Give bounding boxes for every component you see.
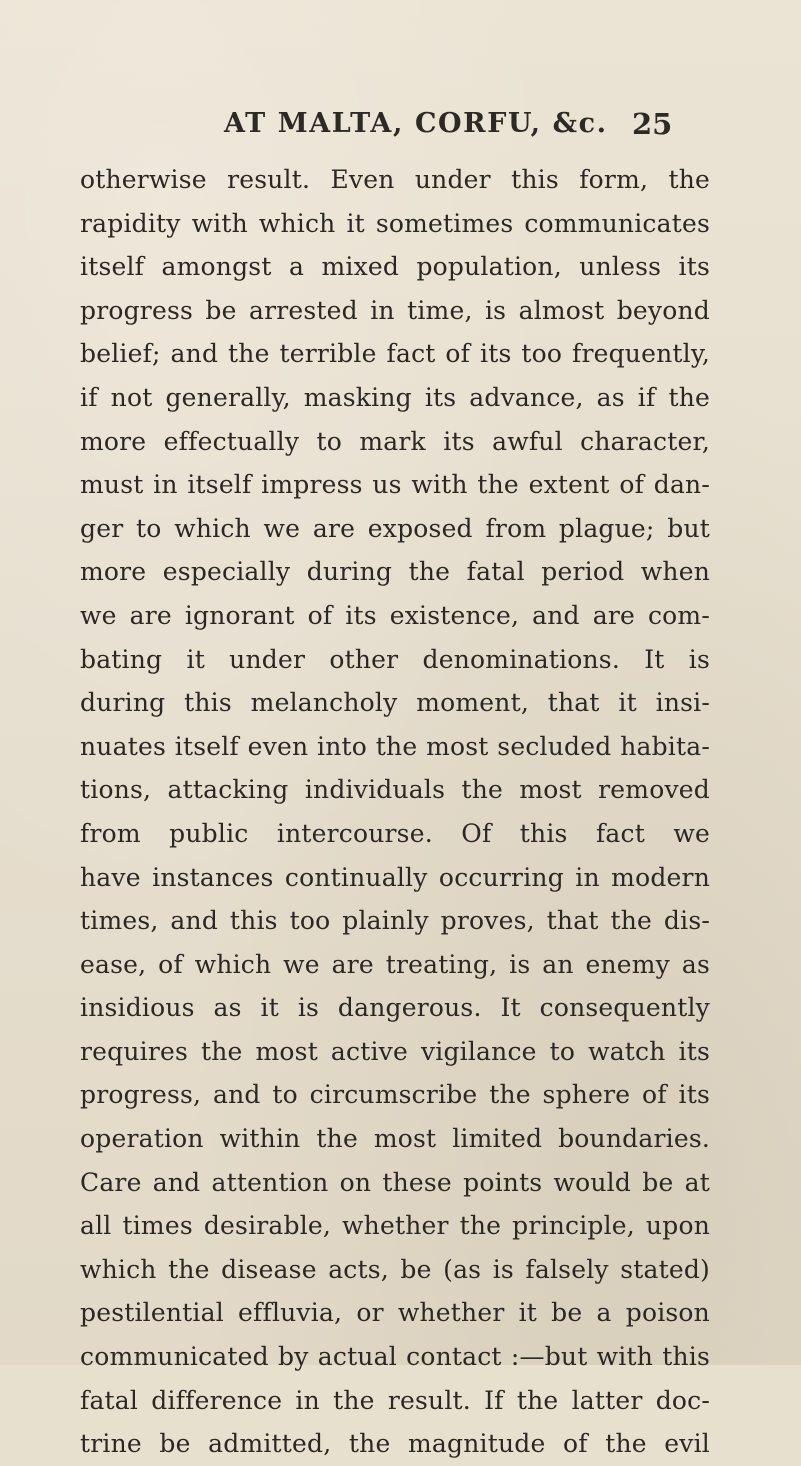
text-line: we are ignorant of its existence, and are com- <box>80 600 710 630</box>
text-line: if not generally, masking its advance, as if the <box>80 382 710 412</box>
text-line: which the disease acts, be (as is falsely stated) <box>80 1254 710 1284</box>
text-line: more especially during the fatal period when <box>80 557 710 587</box>
text-line: belief; and the terrible fact of its too frequently, <box>80 339 710 369</box>
text-line: communicated by actual contact :—but with this <box>80 1342 710 1372</box>
running-head <box>0 100 801 148</box>
page-number: 25 <box>632 107 673 141</box>
text-line: nuates itself even into the most secluded habita- <box>80 731 710 761</box>
text-line: Care and attention on these points would be at <box>80 1167 710 1197</box>
text-line: otherwise result. Even under this form, the <box>80 165 710 194</box>
text-line: fatal difference in the result. If the latter doc- <box>80 1385 710 1415</box>
text-line: itself amongst a mixed population, unless its <box>80 252 710 282</box>
text-line: ease, of which we are treating, is an enemy as <box>80 949 710 979</box>
text-line: have instances continually occurring in modern <box>80 862 710 892</box>
text-line: progress be arrested in time, is almost beyond <box>80 295 710 325</box>
text-line: insidious as it is dangerous. It consequently <box>80 993 710 1023</box>
text-line: must in itself impress us with the extent of dan- <box>80 470 710 500</box>
text-line: operation within the most limited boundaries. <box>80 1124 710 1154</box>
text-line: rapidity with which it sometimes communicates <box>80 208 710 238</box>
text-line: times, and this too plainly proves, that the dis- <box>80 906 710 936</box>
text-line: trine be admitted, the magnitude of the evil <box>80 1429 710 1459</box>
text-line: pestilential effluvia, or whether it be a poison <box>80 1298 710 1328</box>
text-line: progress, and to circumscribe the sphere of its <box>80 1080 710 1110</box>
text-line: more effectually to mark its awful character, <box>80 426 710 456</box>
body-text <box>80 158 710 1466</box>
text-line: ger to which we are exposed from plague; but <box>80 513 710 543</box>
running-head-title: AT MALTA, CORFU, &c. <box>224 108 608 139</box>
text-line: from public intercourse. Of this fact we <box>80 818 710 848</box>
text-line: bating it under other denominations. It is <box>80 644 710 674</box>
text-line: during this melancholy moment, that it insi- <box>80 688 710 718</box>
text-line: requires the most active vigilance to watch its <box>80 1036 710 1066</box>
text-line: all times desirable, whether the principle, upon <box>80 1211 710 1241</box>
text-line: tions, attacking individuals the most removed <box>80 775 710 805</box>
